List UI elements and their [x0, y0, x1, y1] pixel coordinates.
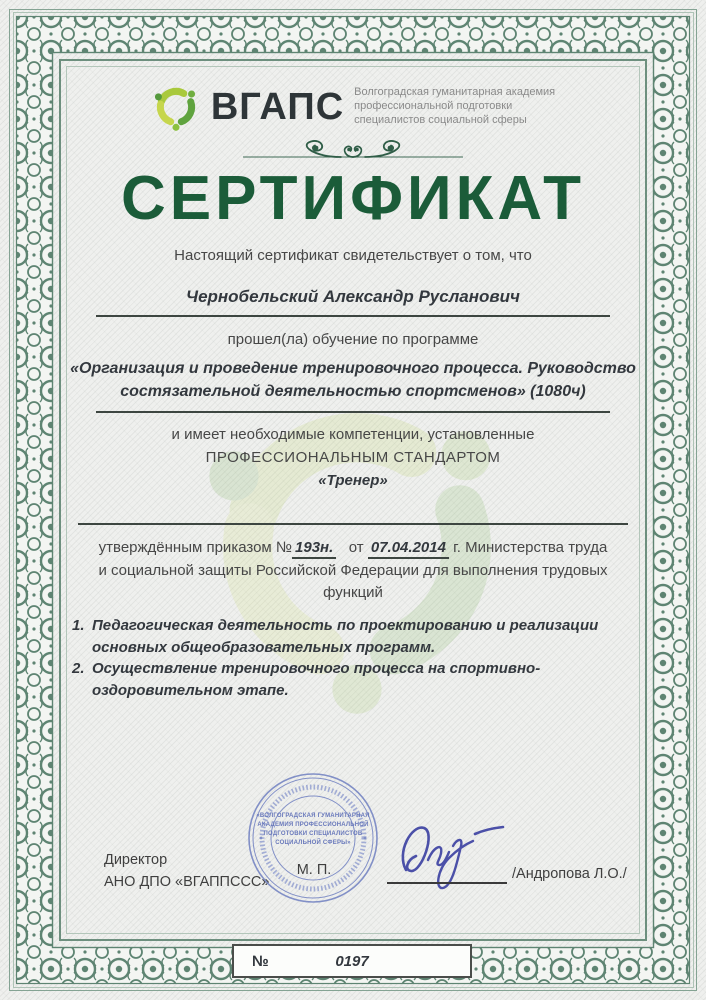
certificate-content [70, 72, 636, 930]
order-statement [70, 537, 636, 605]
program-name: «Организация и проведение тренировочного процесса. Руководство состязательной деятельностью спортсменов» (1080ч) [70, 360, 636, 400]
logo-acronym: ВГАПС [210, 86, 345, 128]
recipient-name: Чернобельский Александр Русланович [186, 287, 520, 306]
recipient-underline [96, 315, 610, 317]
standard-label: ПРОФЕССИОНАЛЬНЫМ СТАНДАРТОМ [205, 449, 501, 467]
competency-line: и имеет необходимые компетенции, установленные [171, 426, 535, 444]
order-suffix: г. Министерства труда [453, 539, 608, 557]
certificate-number-box [232, 944, 472, 978]
list-item [72, 615, 634, 659]
header-logo-row [70, 82, 636, 132]
order-line2: и социальной защиты Российской Федерации для выполнения трудовых функций [98, 561, 608, 602]
number-label: № [252, 952, 269, 970]
labor-functions-list [72, 615, 634, 702]
org-name-line: профессиональной подготовки [354, 100, 513, 113]
flourish-ornament [243, 136, 463, 166]
director-org: АНО ДПО «ВГАППССС» [104, 873, 270, 890]
stamp-text-line: ПОДГОТОВКИ СПЕЦИАЛИСТОВ [263, 831, 363, 837]
stamp-text-line: «ВОЛГОГРАДСКАЯ ГУМАНИТАРНАЯ [256, 813, 370, 819]
vgaps-logo-icon [151, 82, 201, 132]
intro-line: Настоящий сертификат свидетельствует о том, что [174, 247, 532, 264]
order-prefix: утверждённым приказом № [98, 539, 293, 557]
program-underline [96, 411, 610, 413]
director-title: Директор [104, 852, 168, 868]
signer-name: /Андропова Л.О./ [512, 866, 627, 882]
list-item-number: 2. [72, 660, 85, 678]
org-name-line: специалистов социальной сферы [354, 113, 527, 126]
stamp-text-line: СОЦИАЛЬНОЙ СФЕРЫ» [275, 840, 351, 846]
list-item-text: Педагогическая деятельность по проектированию и реализации основных общеобразовательных программ. [92, 616, 599, 656]
order-middle: от [348, 539, 364, 557]
section-divider [78, 523, 628, 525]
standard-name: «Тренер» [318, 472, 388, 490]
order-date: 07.04.2014 [368, 539, 449, 559]
list-item-number: 1. [72, 616, 85, 634]
stamp-text-line: АКАДЕМИЯ ПРОФЕССИОНАЛЬНОЙ [257, 822, 369, 828]
order-number: 193н. [292, 539, 336, 559]
training-line: прошел(ла) обучение по программе [227, 331, 479, 348]
seal-place-label: М. П. [296, 862, 332, 878]
certificate-title: СЕРТИФИКАТ [121, 164, 585, 233]
org-name-line: Волгоградская гуманитарная академия [354, 86, 556, 99]
number-value: 0197 [335, 952, 369, 970]
list-item [72, 658, 634, 702]
list-item-text: Осуществление тренировочного процесса на спортивно-оздоровительном этапе. [92, 660, 541, 700]
org-name [354, 86, 555, 127]
